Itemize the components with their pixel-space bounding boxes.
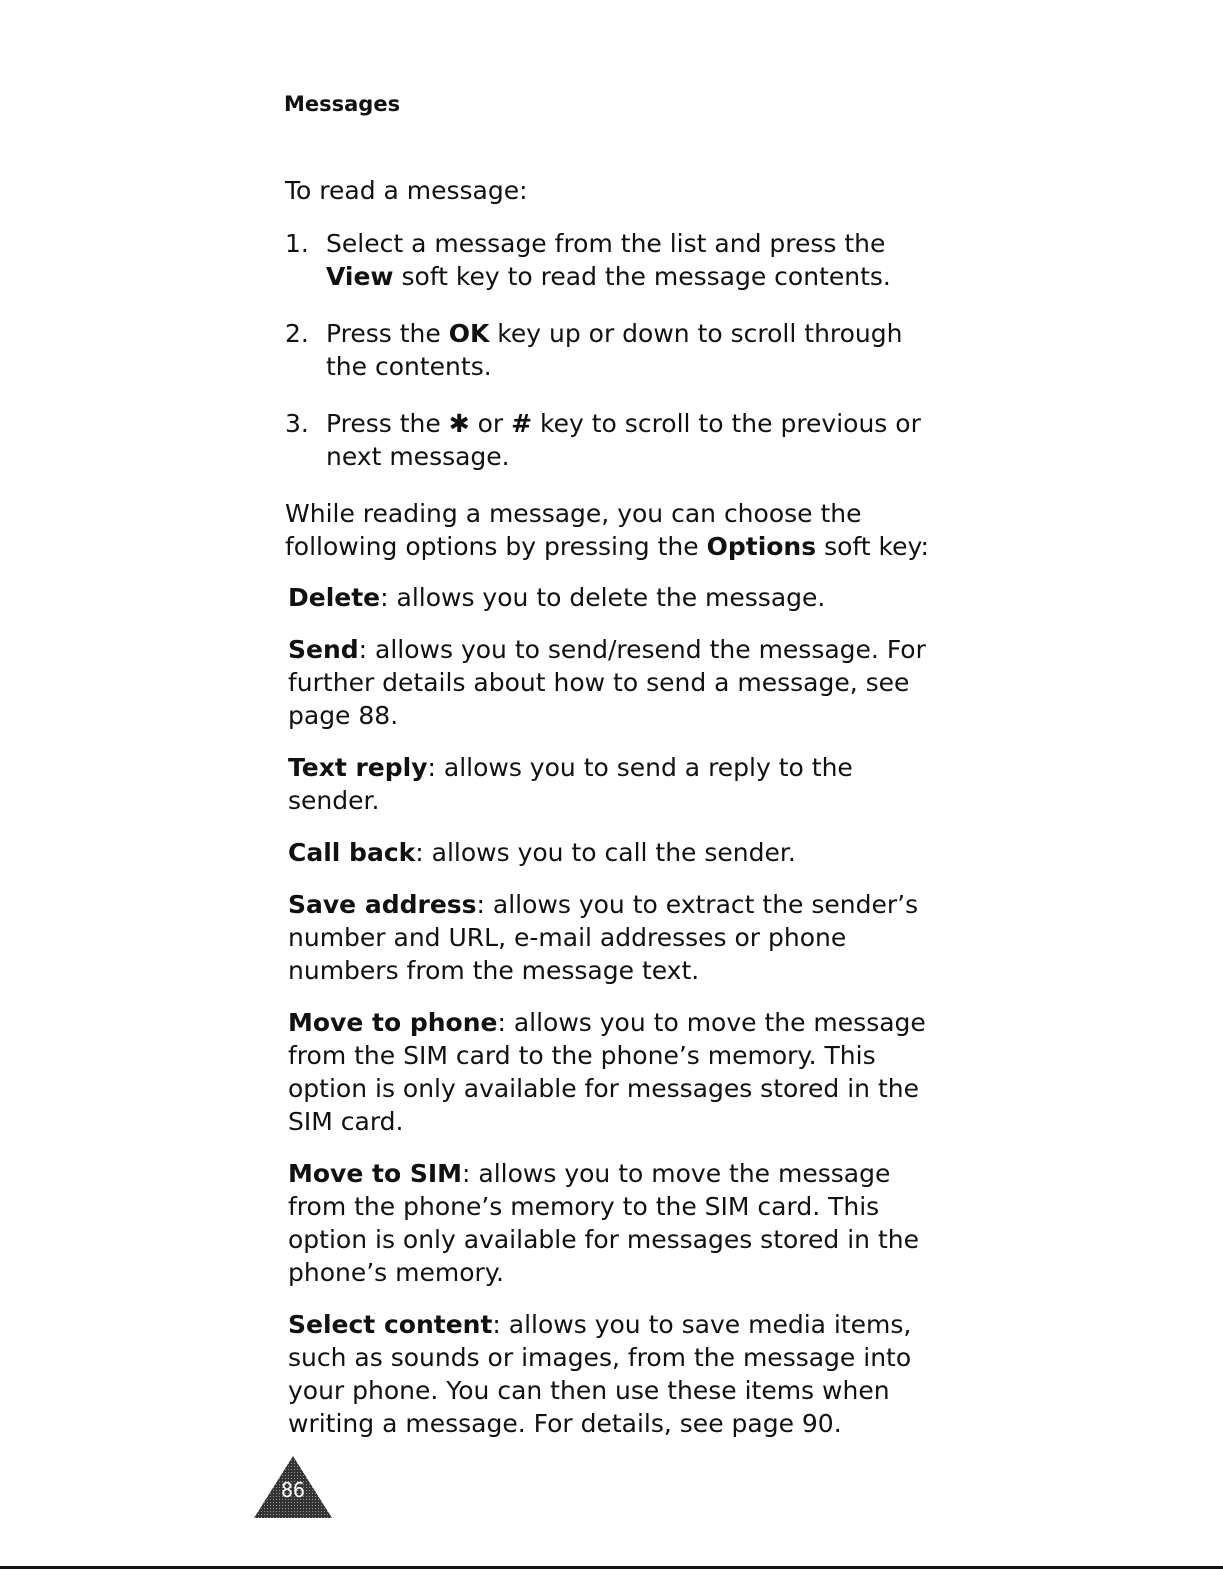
option-description: : allows you to send a reply to the sender. bbox=[288, 753, 853, 815]
step-text: soft key to read the message contents. bbox=[393, 262, 891, 291]
option-move-to-sim bbox=[288, 1157, 945, 1289]
option-send bbox=[288, 633, 945, 732]
hash-key-icon: # bbox=[511, 409, 533, 438]
step-text: Select a message from the list and press the bbox=[326, 229, 886, 258]
step-text: Press the bbox=[326, 409, 449, 438]
step-item bbox=[285, 317, 945, 383]
step-number: 3. bbox=[285, 409, 309, 438]
step-number: 1. bbox=[285, 229, 309, 258]
option-title: Select content bbox=[288, 1310, 493, 1339]
step-item bbox=[285, 227, 945, 293]
steps-list bbox=[285, 227, 945, 473]
option-title: Move to SIM bbox=[288, 1159, 463, 1188]
option-description: : allows you to call the sender. bbox=[415, 838, 796, 867]
option-call-back bbox=[288, 836, 945, 869]
bottom-border bbox=[0, 1566, 1223, 1569]
option-description: : allows you to extract the sender’s number and URL, e-mail addresses or phone numbers from the message text. bbox=[288, 890, 919, 985]
option-select-content bbox=[288, 1308, 945, 1440]
option-description: : allows you to send/resend the message. For further details about how to send a message, see page 88. bbox=[288, 635, 926, 730]
option-title: Delete bbox=[288, 583, 381, 612]
option-move-to-phone bbox=[288, 1006, 945, 1138]
option-title: Move to phone bbox=[288, 1008, 498, 1037]
section-header: Messages bbox=[284, 92, 401, 116]
page-content bbox=[285, 174, 945, 1459]
step-text: or bbox=[469, 409, 512, 438]
option-description: : allows you to save media items, such as sounds or images, from the message into your phone. You can then use these items when writing a message. For details, see page 90. bbox=[288, 1310, 912, 1438]
option-title: Text reply bbox=[288, 753, 428, 782]
option-description: : allows you to move the message from the SIM card to the phone’s memory. This option is only available for messages stored in the SIM card. bbox=[288, 1008, 926, 1136]
step-text: key to scroll to the previous or next message. bbox=[326, 409, 921, 471]
options-intro: While reading a message, you can choose the following options by pressing the Options soft key: bbox=[285, 499, 929, 561]
step-number: 2. bbox=[285, 319, 309, 348]
step-item bbox=[285, 407, 945, 473]
key-name-options: Options bbox=[706, 532, 817, 561]
star-key-icon: ✱ bbox=[448, 409, 470, 438]
option-description: : allows you to delete the message. bbox=[380, 583, 826, 612]
option-description: : allows you to move the message from the phone’s memory to the SIM card. This option is only available for messages stored in the phone’s memory. bbox=[288, 1159, 919, 1287]
option-title: Call back bbox=[288, 838, 416, 867]
option-title: Save address bbox=[288, 890, 477, 919]
key-name-view: View bbox=[326, 262, 394, 291]
step-text: key up or down to scroll through the contents. bbox=[326, 319, 903, 381]
page-number: 86 bbox=[280, 1478, 306, 1502]
step-text: Press the bbox=[326, 319, 449, 348]
option-title: Send bbox=[288, 635, 359, 664]
key-name-ok: OK bbox=[448, 319, 490, 348]
intro-text: To read a message: bbox=[285, 176, 528, 205]
option-text-reply bbox=[288, 751, 945, 817]
option-delete bbox=[288, 581, 945, 614]
option-save-address bbox=[288, 888, 945, 987]
